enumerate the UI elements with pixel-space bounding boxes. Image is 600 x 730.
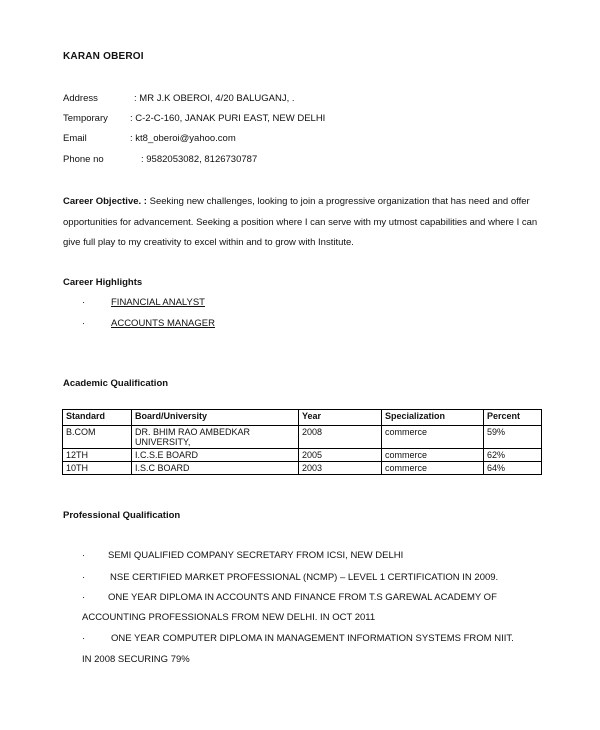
temporary-address-value: : C-2-C-160, JANAK PURI EAST, NEW DELHI: [130, 113, 326, 124]
address-label: Address: [63, 93, 98, 104]
career-objective: [63, 192, 553, 254]
career-highlight-item: FINANCIAL ANALYST: [111, 297, 205, 308]
temporary-address-label: Temporary: [63, 113, 108, 124]
professional-item: ONE YEAR COMPUTER DIPLOMA IN MANAGEMENT INFORMATION SYSTEMS FROM NIIT.: [111, 633, 514, 644]
table-row: [63, 449, 542, 462]
professional-item-continued: ACCOUNTING PROFESSIONALS FROM NEW DELHI. IN OCT 2011: [82, 612, 376, 623]
column-header: Specialization: [382, 410, 484, 426]
candidate-name: KARAN OBEROI: [63, 51, 144, 62]
table-cell: 2003: [299, 462, 382, 475]
column-header: Year: [299, 410, 382, 426]
table-cell: 12TH: [63, 449, 132, 462]
phone-value: : 9582053082, 8126730787: [141, 154, 258, 165]
table-cell: 62%: [484, 449, 542, 462]
table-row: [63, 426, 542, 449]
career-highlights-heading: Career Highlights: [63, 277, 143, 288]
table-cell: 64%: [484, 462, 542, 475]
column-header: Board/University: [132, 410, 299, 426]
table-row: [63, 462, 542, 475]
table-cell: B.COM: [63, 426, 132, 449]
column-header: Standard: [63, 410, 132, 426]
bullet-icon: ·: [82, 318, 86, 329]
career-highlight-item: ACCOUNTS MANAGER: [111, 318, 215, 329]
table-cell: 2008: [299, 426, 382, 449]
table-cell: 10TH: [63, 462, 132, 475]
bullet-icon: ·: [82, 550, 86, 561]
phone-label: Phone no: [63, 154, 104, 165]
table-header-row: [63, 410, 542, 426]
bullet-icon: ·: [82, 592, 86, 603]
professional-item: SEMI QUALIFIED COMPANY SECRETARY FROM ICSI, NEW DELHI: [108, 550, 404, 561]
table-cell: DR. BHIM RAO AMBEDKAR UNIVERSITY,: [132, 426, 299, 449]
professional-item-continued: IN 2008 SECURING 79%: [82, 654, 190, 665]
table-cell: commerce: [382, 426, 484, 449]
address-value: : MR J.K OBEROI, 4/20 BALUGANJ, .: [134, 93, 295, 104]
career-objective-text: Seeking new challenges, looking to join a progressive organization that has need and offer opportunities for advancement. Seeking a position where I can serve with my utmost capabilities and where I can give full play to my creativity to excel within and to grow with Institute.: [63, 196, 538, 248]
email-value: : kt8_oberoi@yahoo.com: [130, 133, 236, 144]
table-cell: I.S.C BOARD: [132, 462, 299, 475]
professional-item: ONE YEAR DIPLOMA IN ACCOUNTS AND FINANCE FROM T.S GAREWAL ACADEMY OF: [108, 592, 497, 603]
professional-item: NSE CERTIFIED MARKET PROFESSIONAL (NCMP) – LEVEL 1 CERTIFICATION IN 2009.: [110, 572, 499, 583]
career-objective-label: Career Objective. :: [63, 196, 147, 207]
bullet-icon: ·: [82, 572, 86, 583]
table-cell: commerce: [382, 462, 484, 475]
professional-qualification-heading: Professional Qualification: [63, 510, 181, 521]
column-header: Percent: [484, 410, 542, 426]
bullet-icon: ·: [82, 633, 86, 644]
academic-qualification-table: [62, 409, 542, 475]
table-cell: 59%: [484, 426, 542, 449]
email-label: Email: [63, 133, 87, 144]
academic-qualification-heading: Academic Qualification: [63, 378, 169, 389]
table-cell: commerce: [382, 449, 484, 462]
table-cell: I.C.S.E BOARD: [132, 449, 299, 462]
table-cell: 2005: [299, 449, 382, 462]
bullet-icon: ·: [82, 297, 86, 308]
